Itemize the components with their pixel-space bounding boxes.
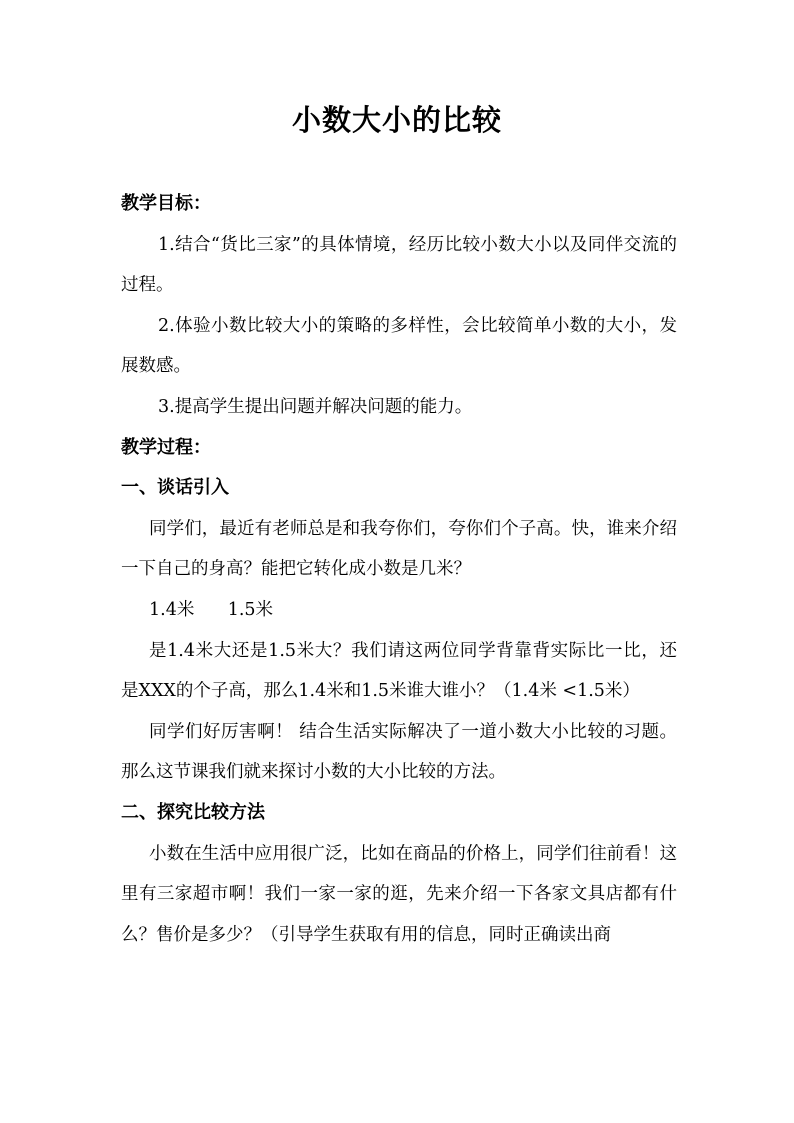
- intro-paragraph-1: 同学们，最近有老师总是和我夸你们，夸你们个子高。快，谁来介绍一下自己的身高？能把它转化成小数是几米？: [121, 518, 677, 580]
- intro-paragraph-2: 是1.4米大还是1.5米大？我们请这两位同学背靠背实际比一比，还是XXX的个子高，那么1.4米和1.5米谁大谁小？（1.4米 <1.5米）: [121, 640, 677, 702]
- section-heading-intro: 一、谈话引入: [121, 477, 229, 499]
- intro-paragraph-3: 同学们好厉害啊！ 结合生活实际解决了一道小数大小比较的习题。 那么这节课我们就来探讨小数的大小比较的方法。: [121, 721, 677, 783]
- section-heading-explore: 二、探究比较方法: [121, 801, 265, 823]
- document-body: [121, 184, 677, 955]
- process-heading: 教学过程：: [121, 436, 211, 458]
- goal-item-3: 3.提高学生提出问题并解决问题的能力。: [158, 396, 473, 417]
- goal-item-1: 1.结合“货比三家”的具体情境，经历比较小数大小以及同伴交流的过程。: [121, 234, 677, 296]
- goal-item-2: 2.体验小数比较大小的策略的多样性，会比较简单小数的大小，发展数感。: [121, 315, 677, 377]
- explore-paragraph-1: 小数在生活中应用很广泛，比如在商品的价格上，同学们往前看！这里有三家超市啊！我们一家一家的逛，先来介绍一下各家文具店都有什么？售价是多少？（引导学生获取有用的信息，同时正确读出商: [121, 843, 677, 945]
- goals-heading: 教学目标：: [121, 193, 211, 214]
- intro-heights-line: 1.4米 1.5米: [149, 599, 274, 620]
- document-title: 小数大小的比较: [291, 103, 502, 137]
